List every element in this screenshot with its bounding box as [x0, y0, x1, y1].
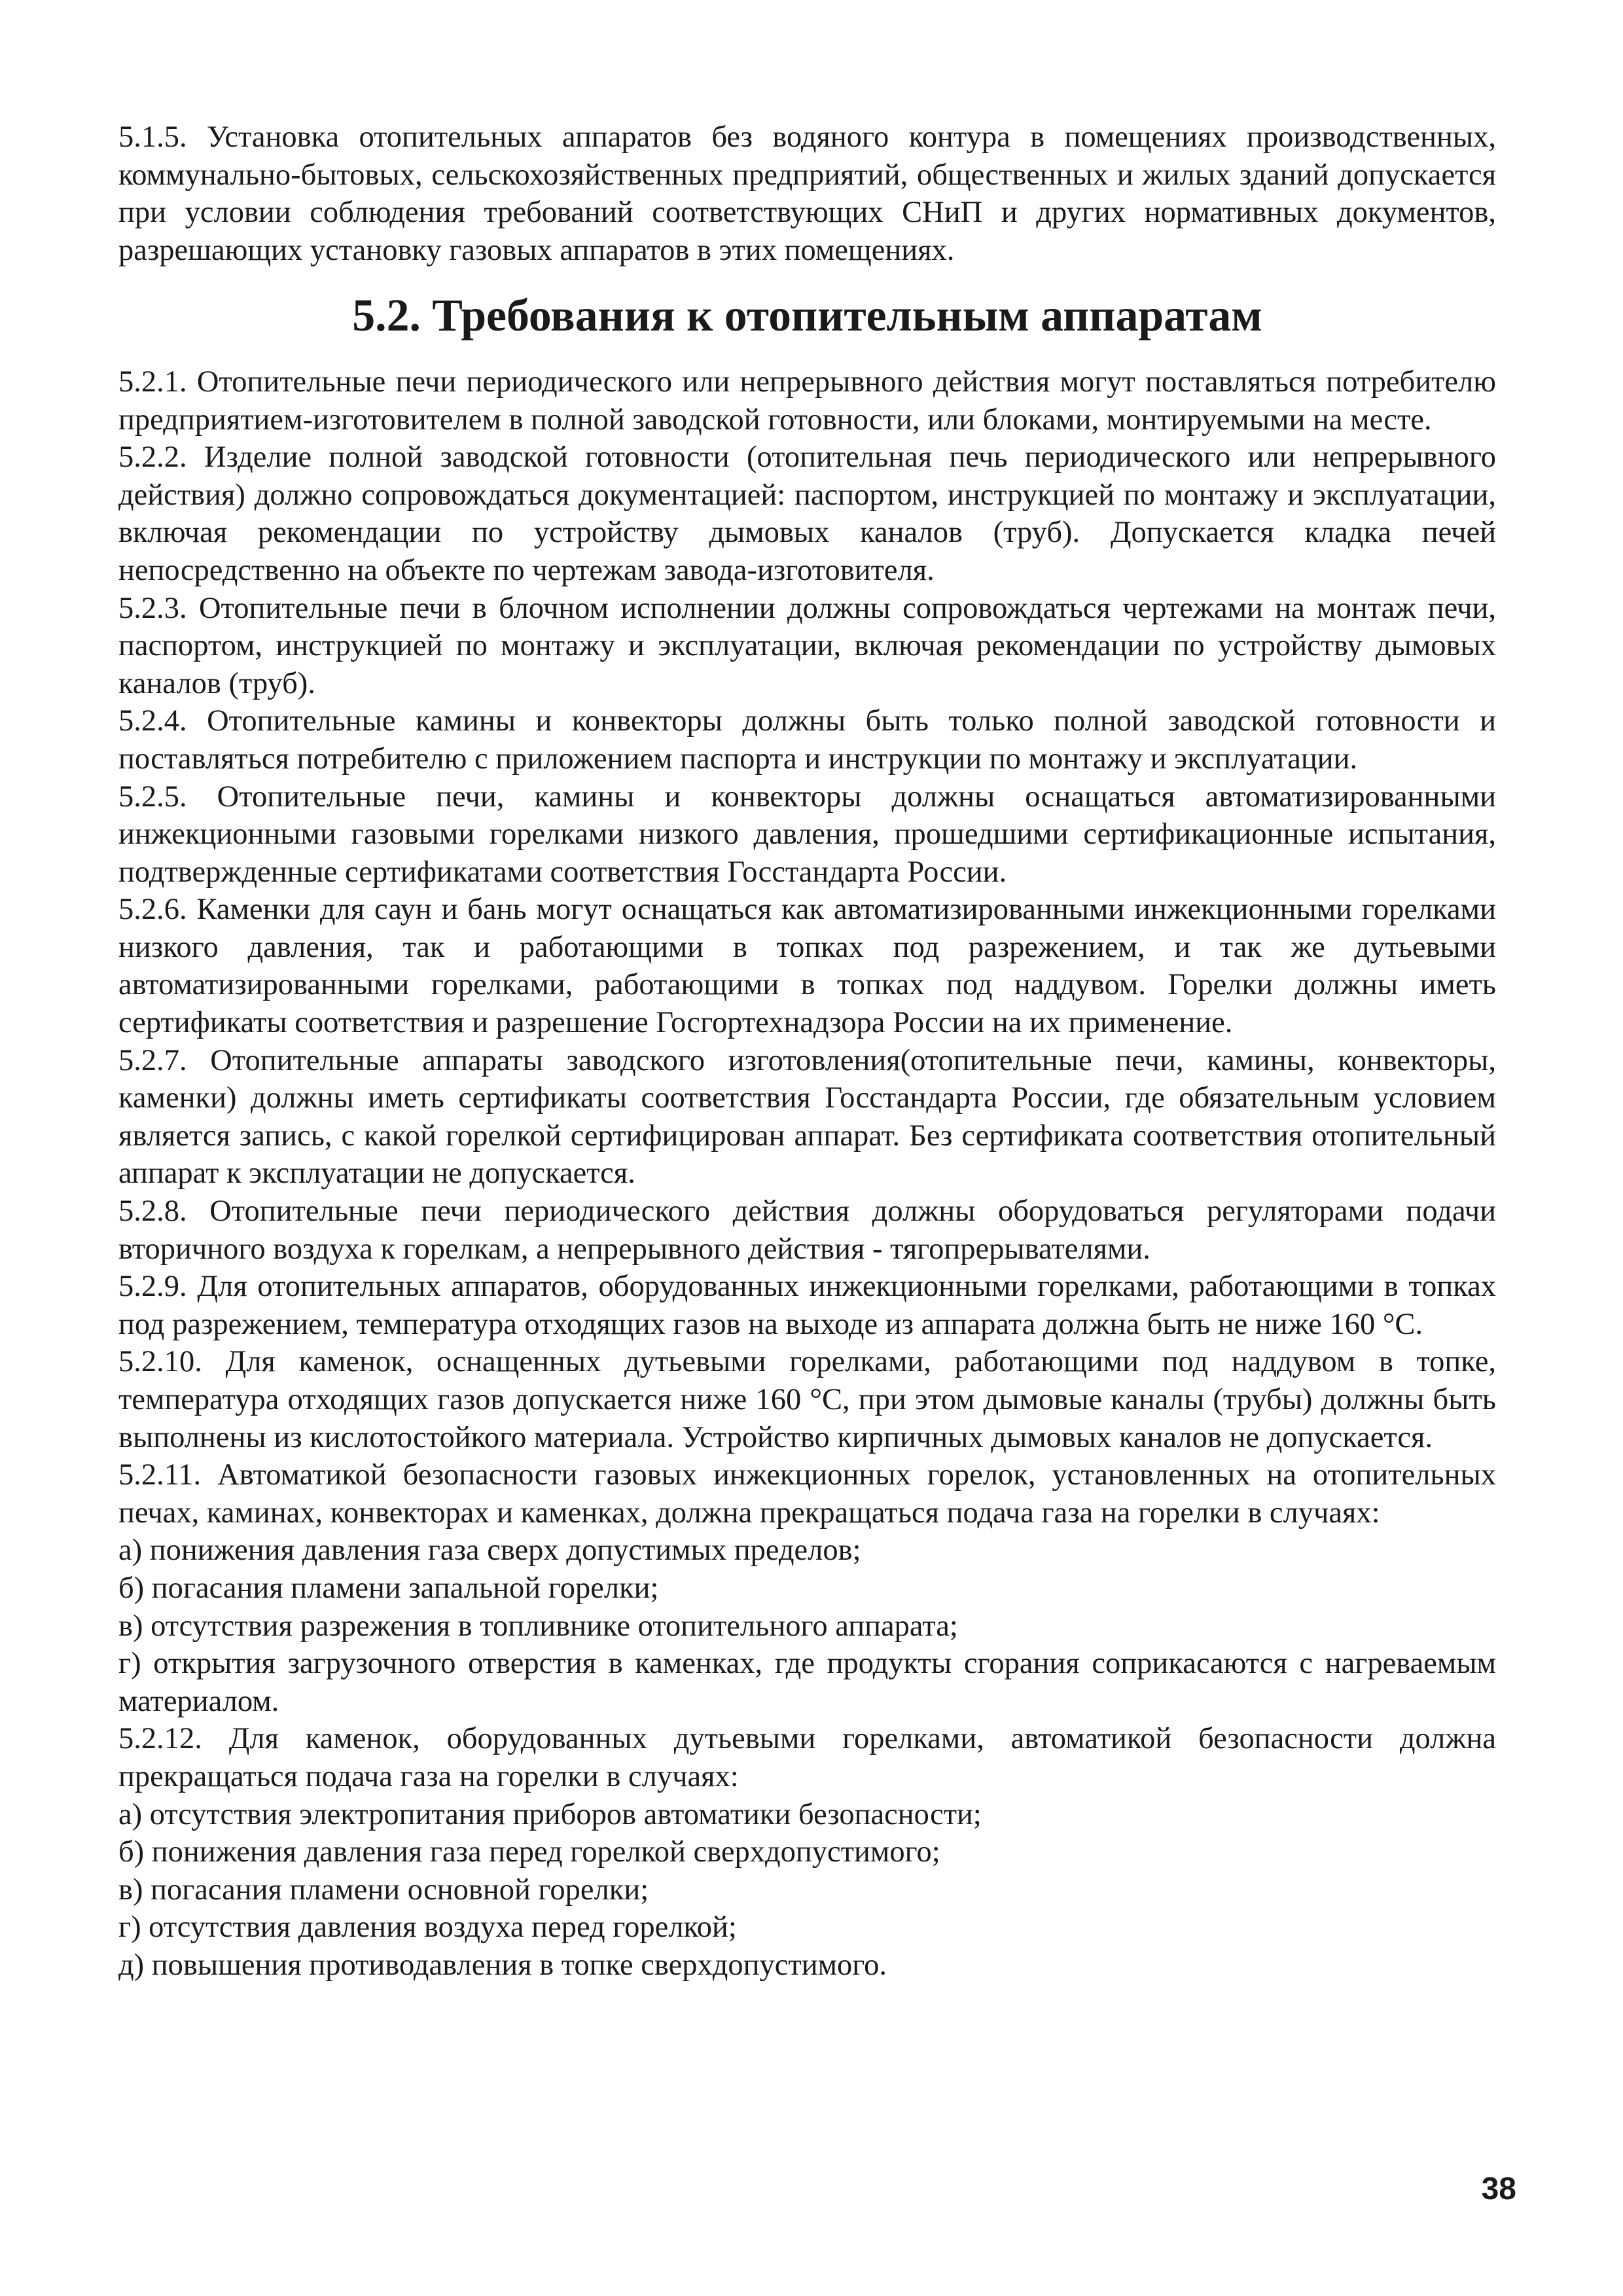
paragraph-5-2-1: 5.2.1. Отопительные печи периодического или непрерывного действия могут поставляться потребителю предприятием-изготовителем в полной заводской готовности, или блоками, монтируемыми на месте.	[118, 365, 1496, 437]
paragraph-5-2-4: 5.2.4. Отопительные камины и конвекторы должны быть только полной заводской готовности и поставляться потребителю с приложением паспорта и инструкции по монтажу и эксплуатации.	[118, 704, 1496, 776]
paragraph-5-2-11: 5.2.11. Автоматикой безопасности газовых инжекционных горелок, установленных на отопительных печах, каминах, конвекторах и каменках, должна прекращаться подача газа на горелки в случаях:	[118, 1458, 1496, 1530]
list-item-5-2-11-g: г) открытия загрузочного отверстия в каменках, где продукты сгорания соприкасаются с нагреваемым материалом.	[118, 1647, 1496, 1718]
paragraph-5-2-3: 5.2.3. Отопительные печи в блочном исполнении должны сопровождаться чертежами на монтаж печи, паспортом, инструкцией по монтажу и эксплуатации, включая рекомендации по устройству дымовых каналов (труб).	[118, 591, 1496, 700]
list-item-5-2-12-v: в) погасания пламени основной горелки;	[118, 1873, 649, 1907]
section-title: 5.2. Требования к отопительным аппаратам	[352, 291, 1262, 342]
page-number: 38	[1481, 2172, 1516, 2206]
paragraph-5-2-8: 5.2.8. Отопительные печи периодического действия должны оборудоваться регуляторами подачи вторичного воздуха к горелкам, а непрерывного действия - тягопрерывателями.	[118, 1194, 1496, 1266]
document-page	[118, 118, 1496, 1984]
list-item-5-2-11-a: а) понижения давления газа сверх допустимых пределов;	[118, 1534, 861, 1568]
paragraph-5-2-12: 5.2.12. Для каменок, оборудованных дутьевыми горелками, автоматикой безопасности должна прекращаться подача газа на горелки в случаях:	[118, 1722, 1496, 1793]
list-item-5-2-12-b: б) понижения давления газа перед горелкой сверхдопустимого;	[118, 1835, 940, 1869]
paragraph-5-2-6: 5.2.6. Каменки для саун и бань могут оснащаться как автоматизированными инжекционными горелками низкого давления, так и работающими в топках под разрежением, и так же дутьевыми автоматизированными горелками, работающими в топках под наддувом. Горелки должны иметь сертификаты соответствия и разрешение Госгортехнадзора России на их применение.	[118, 893, 1496, 1040]
list-item-5-2-11-v: в) отсутствия разрежения в топливнике отопительного аппарата;	[118, 1609, 958, 1643]
paragraph-5-2-2: 5.2.2. Изделие полной заводской готовности (отопительная печь периодического или непрерывного действия) должно сопровождаться документацией: паспортом, инструкцией по монтажу и эксплуатации, включая рекомендации по устройству дымовых каналов (труб). Допускается кладка печей непосредственно на объекте по чертежам завода-изготовителя.	[118, 440, 1496, 587]
paragraph-5-2-5: 5.2.5. Отопительные печи, камины и конвекторы должны оснащаться автоматизированными инжекционными газовыми горелками низкого давления, прошедшими сертификационные испытания, подтвержденные сертификатами соответствия Госстандарта России.	[118, 780, 1496, 889]
paragraph-5-2-10: 5.2.10. Для каменок, оснащенных дутьевыми горелками, работающими под наддувом в топке, температура отходящих газов допускается ниже 160 °С, при этом дымовые каналы (трубы) должны быть выполнены из кислотостойкого материала. Устройство кирпичных дымовых каналов не допускается.	[118, 1345, 1496, 1454]
paragraph-5-1-5: 5.1.5. Установка отопительных аппаратов без водяного контура в помещениях производственных, коммунально-бытовых, сельскохозяйственных предприятий, общественных и жилых зданий допускается при условии соблюдения требований соответствующих СНиП и других нормативных документов, разрешающих установку газовых аппаратов в этих помещениях.	[118, 120, 1496, 267]
list-item-5-2-11-b: б) погасания пламени запальной горелки;	[118, 1571, 659, 1605]
list-item-5-2-12-a: а) отсутствия электропитания приборов автоматики безопасности;	[118, 1797, 982, 1831]
paragraph-5-2-9: 5.2.9. Для отопительных аппаратов, оборудованных инжекционными горелками, работающими в топках под разрежением, температура отходящих газов на выходе из аппарата должна быть не ниже 160 °С.	[118, 1270, 1496, 1341]
list-item-5-2-12-g: г) отсутствия давления воздуха перед горелкой;	[118, 1910, 737, 1945]
list-item-5-2-12-d: д) повышения противодавления в топке сверхдопустимого.	[118, 1948, 887, 1982]
paragraph-5-2-7: 5.2.7. Отопительные аппараты заводского изготовления(отопительные печи, камины, конвекторы, каменки) должны иметь сертификаты соответствия Госстандарта России, где обязательным условием является запись, с какой горелкой сертифицирован аппарат. Без сертификата соответствия отопительный аппарат к эксплуатации не допускается.	[118, 1043, 1496, 1191]
